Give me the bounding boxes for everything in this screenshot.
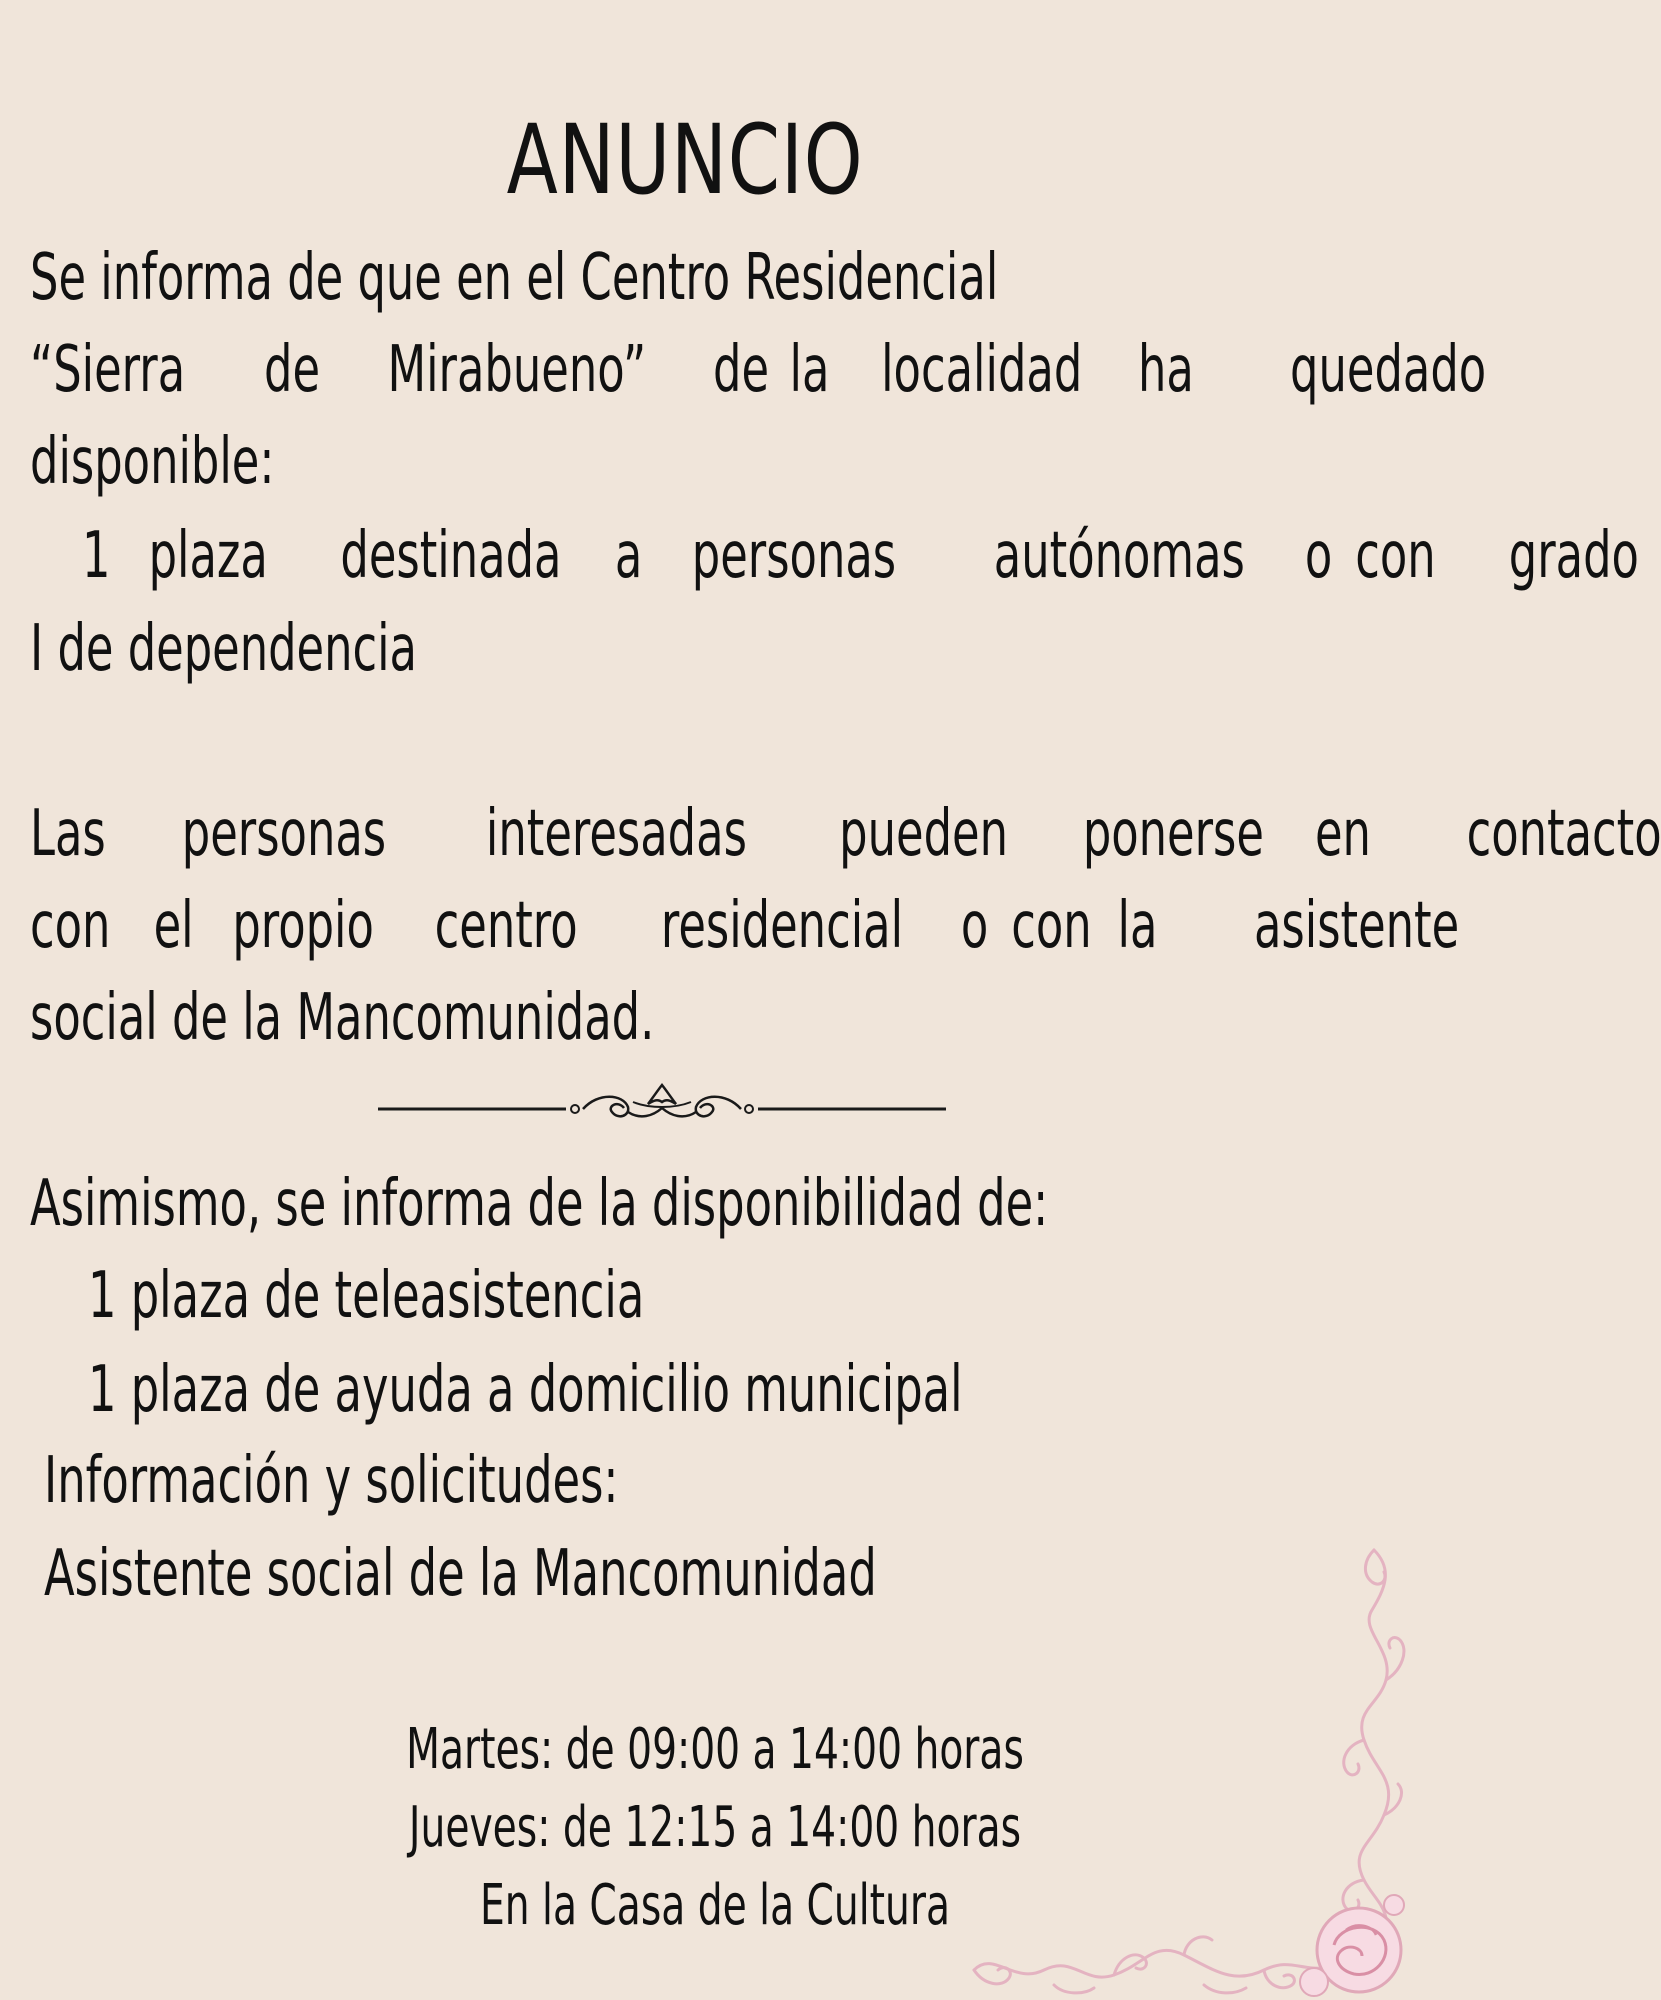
word: con bbox=[1355, 519, 1436, 593]
word: “Sierra bbox=[30, 333, 186, 407]
word: personas bbox=[182, 797, 387, 871]
word: interesadas bbox=[486, 797, 748, 871]
word: ponerse bbox=[1082, 797, 1265, 871]
section2-item1: 1 plaza de teleasistencia bbox=[88, 1259, 645, 1333]
paragraph2-line1 bbox=[30, 788, 1661, 880]
word: con bbox=[1010, 889, 1092, 963]
word: o bbox=[1304, 519, 1333, 593]
word: quedado bbox=[1289, 333, 1486, 407]
section2-info-label: Información y solicitudes: bbox=[44, 1444, 619, 1518]
schedule-location: En la Casa de la Cultura bbox=[479, 1873, 951, 1938]
word: la bbox=[1117, 889, 1158, 963]
word: de bbox=[263, 333, 320, 407]
word: grado bbox=[1508, 519, 1639, 593]
word: plaza bbox=[148, 519, 268, 593]
schedule-tuesday: Martes: de 09:00 a 14:00 horas bbox=[406, 1717, 1024, 1782]
section2-intro: Asimismo, se informa de la disponibilidad de: bbox=[30, 1167, 1049, 1241]
paragraph1-line4 bbox=[82, 510, 1639, 602]
word: residencial bbox=[660, 889, 903, 963]
word: el bbox=[153, 889, 194, 963]
floral-corner-icon bbox=[954, 1530, 1414, 2000]
word: la bbox=[789, 333, 830, 407]
ornamental-divider-icon bbox=[378, 1082, 946, 1132]
paragraph2-line3: social de la Mancomunidad. bbox=[30, 981, 655, 1055]
word: Mirabueno” bbox=[387, 333, 646, 407]
paragraph1-line3: disponible: bbox=[30, 425, 275, 499]
word: contacto bbox=[1466, 797, 1661, 871]
paragraph1-line5: I de dependencia bbox=[30, 612, 418, 686]
paragraph1-line2 bbox=[30, 324, 1486, 416]
word: Las bbox=[30, 797, 106, 871]
section2-item2: 1 plaza de ayuda a domicilio municipal bbox=[88, 1353, 963, 1427]
word: localidad bbox=[881, 333, 1083, 407]
word: ha bbox=[1137, 333, 1194, 407]
schedule-thursday: Jueves: de 12:15 a 14:00 horas bbox=[408, 1795, 1022, 1860]
paragraph2-line2 bbox=[30, 880, 1459, 972]
word: o bbox=[960, 889, 988, 963]
word: 1 bbox=[82, 519, 111, 593]
word: con bbox=[30, 889, 111, 963]
word: asistente bbox=[1253, 889, 1459, 963]
word: propio bbox=[232, 889, 374, 963]
word: a bbox=[614, 519, 643, 593]
word: en bbox=[1314, 797, 1371, 871]
word: de bbox=[713, 333, 770, 407]
word: personas bbox=[692, 519, 897, 593]
word: centro bbox=[434, 889, 578, 963]
section2-info-contact: Asistente social de la Mancomunidad bbox=[44, 1537, 877, 1611]
page-title: ANUNCIO bbox=[506, 104, 864, 216]
word: autónomas bbox=[993, 519, 1246, 593]
word: pueden bbox=[839, 797, 1008, 871]
paragraph1-line1: Se informa de que en el Centro Residencial bbox=[30, 241, 999, 315]
word: destinada bbox=[340, 519, 562, 593]
